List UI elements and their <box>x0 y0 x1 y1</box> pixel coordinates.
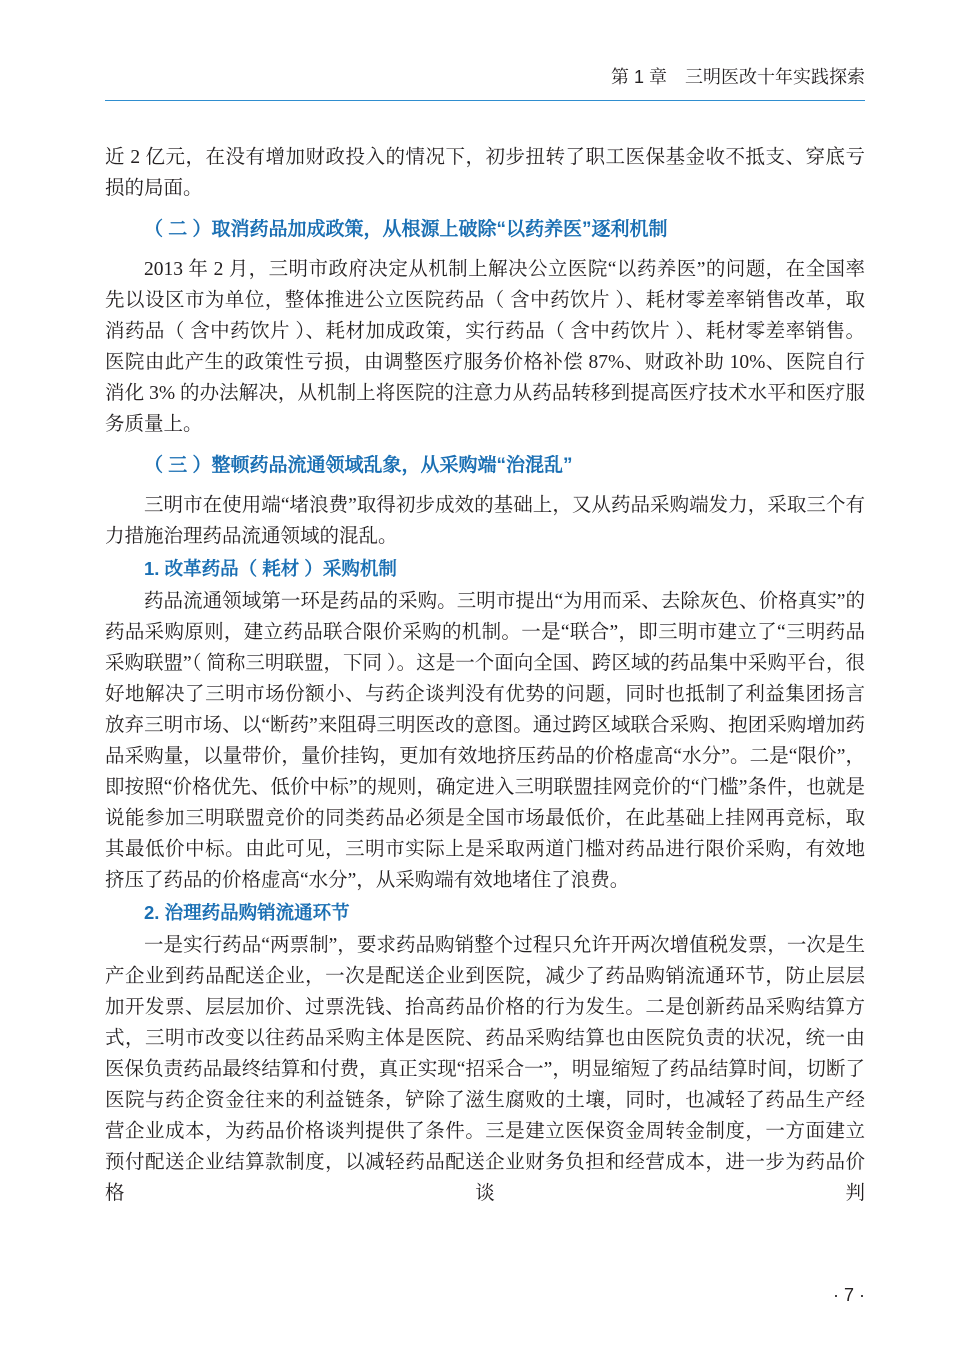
running-head: 第 1 章 三明医改十年实践探索 <box>610 67 865 87</box>
paragraph-procurement-mechanism: 药品流通领域第一环是药品的采购。三明市提出“为用而采、去除灰色、价格真实”的药品采购原则，建立药品联合限价采购的机制。一是“联合”，即三明市建立了“三明药品采购联盟”（ 简称三明联盟，下同 ）。这是一个面向全国、跨区域的药品集中采购平台，很好地解决了三明市场份额小、与药企谈判没有优势的问题，同时也抵制了利益集团扬言放弃三明市场、以“断药”来阻碍三明医改的意图。通过跨区域联合采购、抱团采购增加药品采购量，以量带价，量价挂钩，更加有效地挤压药品的价格虚高“水分”。二是“限价”，即按照“价格优先、低价中标”的规则，确定进入三明联盟挂网竞价的“门槛”条件，也就是说能参加三明联盟竞价的同类药品必须是全国市场最低价，在此基础上挂网再竞标，取其最低价中标。由此可见，三明市实际上是采取两道门槛对药品进行限价采购，有效地挤压了药品的价格虚高“水分”，从采购端有效地堵住了浪费。 <box>105 591 865 891</box>
subheading-procurement-mechanism: 1. 改革药品（ 耗材 ）采购机制 <box>144 558 397 579</box>
subheading-circulation: 2. 治理药品购销流通环节 <box>144 902 350 923</box>
page-body <box>105 142 865 1209</box>
section-heading-3: （ 三 ）整顿药品流通领域乱象，从采购端“治混乱” <box>144 455 573 476</box>
paragraph-procurement-intro: 三明市在使用端“堵浪费”取得初步成效的基础上，又从药品采购端发力，采取三个有力措施治理药品流通领域的混乱。 <box>105 495 865 547</box>
paragraph-circulation: 一是实行药品“两票制”，要求药品购销整个过程只允许开两次增值税发票，一次是生产企业到药品配送企业，一次是配送企业到医院，减少了药品购销流通环节，防止层层加开发票、层层加价、过票洗钱、抬高药品价格的行为发生。二是创新药品采购结算方式，三明市改变以往药品采购主体是医院、药品采购结算也由医院负责的状况，统一由医保负责药品最终结算和付费，真正实现“招采合一”，明显缩短了药品结算时间，切断了医院与药企资金往来的利益链条，铲除了滋生腐败的土壤，同时，也减轻了药品生产经营企业成本，为药品价格谈判提供了条件。三是建立医保资金周转金制度，一方面建立预付配送企业结算款制度，以减轻药品配送企业财务负担和经营成本，进一步为药品价格谈判 <box>105 935 865 1204</box>
section-heading-2: （ 二 ）取消药品加成政策，从根源上破除“以药养医”逐利机制 <box>144 219 668 240</box>
paragraph-drug-markup: 2013 年 2 月，三明市政府决定从机制上解决公立医院“以药养医”的问题，在全国率先以设区市为单位，整体推进公立医院药品（ 含中药饮片 ）、耗材零差率销售改革，取消药品（ 含中药饮片 ）、耗材加成政策，实行药品（ 含中药饮片 ）、耗材零差率销售。医院由此产生的政策性亏损，由调整医疗服务价格补偿 87%、财政补助 10%、医院自行消化 3% 的办法解决，从机制上将医院的注意力从药品转移到提高医疗技术水平和医疗服务质量上。 <box>105 259 865 435</box>
paragraph-continuation: 近 2 亿元，在没有增加财政投入的情况下，初步扭转了职工医保基金收不抵支、穿底亏损的局面。 <box>105 147 865 199</box>
header-rule <box>105 100 865 101</box>
page-number: · 7 · <box>832 1285 865 1305</box>
